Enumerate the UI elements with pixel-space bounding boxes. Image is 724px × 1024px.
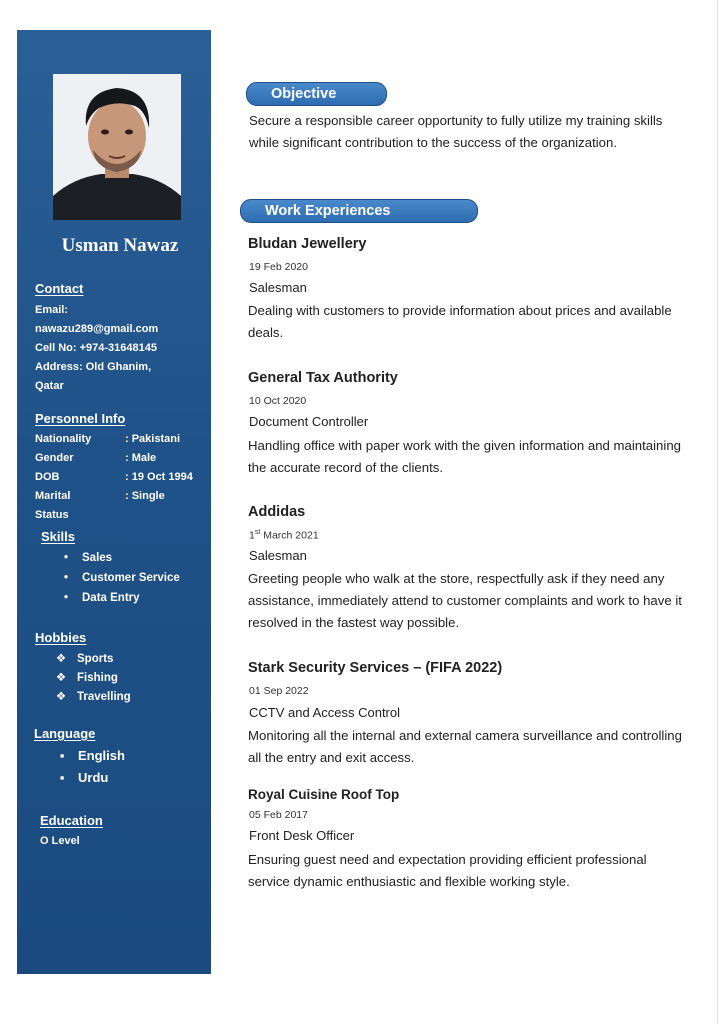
hobby-label: Sports	[77, 653, 114, 665]
address-line-2: Qatar	[35, 380, 64, 392]
page-edge-line	[717, 0, 718, 1024]
objective-text: Secure a responsible career opportunity to fully utilize my training skills while significant contribution to the success of the organization.	[249, 113, 663, 150]
job-role: Salesman	[249, 280, 307, 295]
language-label: English	[78, 748, 125, 763]
diamond-bullet-icon: ❖	[55, 672, 67, 684]
job-description: Dealing with customers to provide information about prices and available deals.	[248, 303, 672, 340]
info-key: Nationality	[35, 433, 92, 445]
cell-number: Cell No: +974-31648145	[35, 342, 157, 354]
info-value: : Single	[125, 490, 165, 502]
job-role: CCTV and Access Control	[249, 705, 401, 720]
job-description: Handling office with paper work with the given information and maintaining the accurate record of the clients.	[248, 438, 681, 475]
education-item: O Level	[40, 835, 80, 847]
candidate-name: Usman Nawaz	[61, 235, 179, 256]
email-address: nawazu289@gmail.com	[35, 323, 159, 335]
objective-heading: Objective	[271, 86, 337, 102]
job-date: 19 Feb 2020	[249, 261, 308, 273]
skill-label: Data Entry	[82, 592, 140, 604]
job-description: Monitoring all the internal and external camera surveillance and controlling all the entry and exit access.	[248, 728, 682, 765]
job-date: 01 Sep 2022	[249, 685, 309, 697]
job-description: Ensuring guest need and expectation providing efficient professional service dynamic enthusiastic and flexible working style.	[248, 852, 647, 889]
info-key: Marital Status	[35, 490, 71, 521]
diamond-bullet-icon: ❖	[55, 653, 67, 665]
job-role: Salesman	[249, 548, 307, 563]
info-value: : Male	[125, 452, 157, 464]
info-key: Gender	[35, 452, 74, 464]
job-company: Bludan Jewellery	[248, 236, 367, 252]
hobby-label: Travelling	[77, 691, 131, 703]
hobby-label: Fishing	[77, 672, 118, 684]
info-value: : 19 Oct 1994	[125, 471, 193, 483]
resume-sidebar	[17, 30, 211, 974]
bullet-icon: •	[63, 572, 69, 584]
skills-heading: Skills	[41, 529, 75, 544]
square-bullet-icon: ▪	[59, 748, 65, 763]
bullet-icon: •	[63, 592, 69, 604]
hobbies-heading: Hobbies	[35, 630, 87, 645]
job-company: Stark Security Services – (FIFA 2022)	[248, 660, 503, 676]
job-company: Royal Cuisine Roof Top	[248, 787, 400, 802]
work-heading: Work Experiences	[265, 203, 391, 219]
bullet-icon: •	[63, 552, 69, 564]
job-date: 10 Oct 2020	[249, 395, 307, 407]
job-company: General Tax Authority	[248, 370, 398, 386]
job-date: 05 Feb 2017	[249, 809, 308, 821]
objective-heading-pill	[246, 82, 387, 106]
diamond-bullet-icon: ❖	[55, 691, 67, 703]
skill-label: Customer Service	[82, 572, 180, 584]
job-description: Greeting people who walk at the store, respectfully ask if they need any assistance, immediately attend to customer complaints and work to have it resolved in the fastest way possible.	[248, 571, 682, 630]
language-heading: Language	[34, 726, 96, 741]
square-bullet-icon: ▪	[59, 770, 65, 785]
job-role: Front Desk Officer	[249, 828, 355, 843]
personal-info-heading: Personnel Info	[35, 411, 126, 426]
language-label: Urdu	[78, 770, 109, 785]
education-heading: Education	[40, 813, 103, 828]
work-heading-pill	[240, 199, 478, 223]
job-company: Addidas	[248, 504, 306, 520]
profile-photo	[53, 74, 181, 220]
job-date: 1st March 2021	[249, 529, 319, 542]
job-role: Document Controller	[249, 414, 369, 429]
contact-heading: Contact	[35, 281, 84, 296]
info-key: DOB	[35, 471, 60, 483]
email-label: Email:	[35, 304, 69, 316]
skill-label: Sales	[82, 552, 113, 564]
info-value: : Pakistani	[125, 433, 181, 445]
address-line-1: Address: Old Ghanim,	[35, 361, 152, 373]
